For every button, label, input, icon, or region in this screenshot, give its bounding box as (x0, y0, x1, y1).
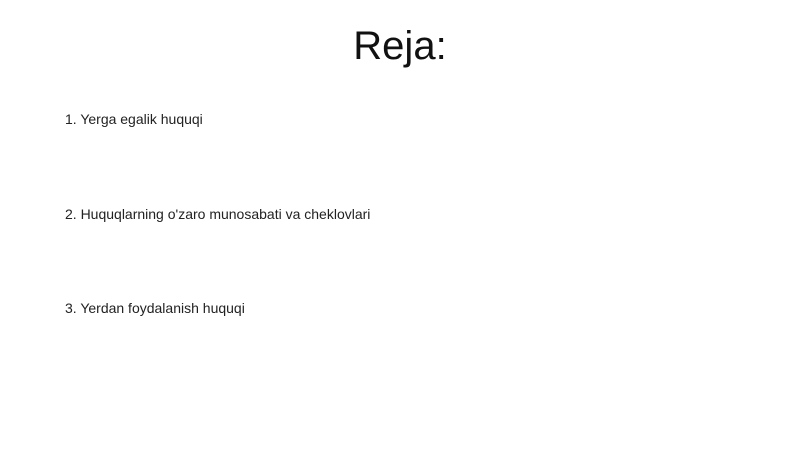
list-item: 1. Yerga egalik huquqi (65, 111, 203, 127)
list-item: 3. Yerdan foydalanish huquqi (65, 300, 245, 316)
list-item: 2. Huquqlarning o'zaro munosabati va cheklovlari (65, 206, 371, 222)
slide-title: Reja: (353, 24, 447, 68)
